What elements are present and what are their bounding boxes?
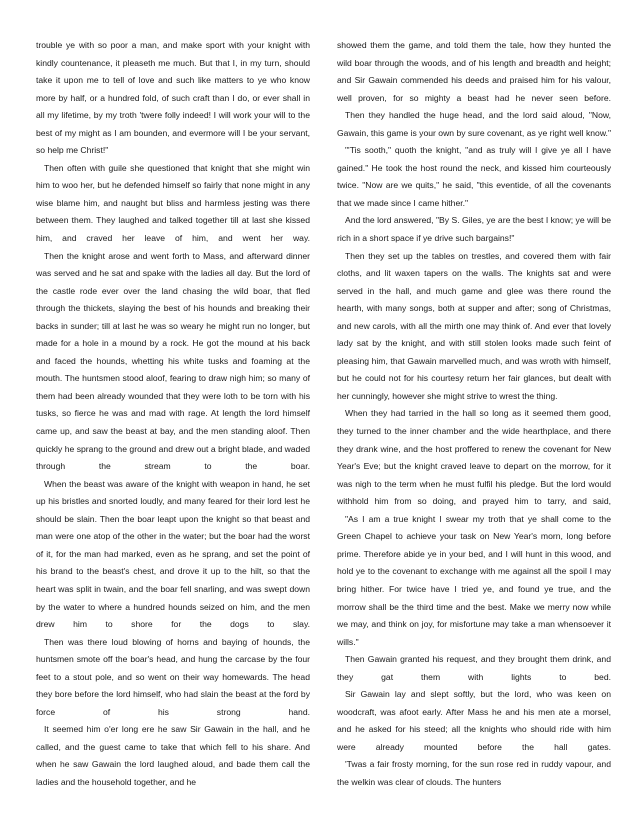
left-text-column [36,37,310,792]
paragraph: "As I am a true knight I swear my troth that ye shall come to the Green Chapel to achieve your task on New Year's morn, long before prime. Therefore abide ye in your bed, and I will hunt in this wood, and hold ye to the covenant to exchange with me against all the spoil I may bring hither. For twice have I tried ye, and found ye true, and the morrow shall be the third time and the best. Make we merry now while we may, and think on joy, for misfortune may take a man whensoever it wills." [337,513,611,647]
paragraph: When they had tarried in the hall so long as it seemed them good, they turned to the inner chamber and the wide hearthplace, and there they drank wine, and the host proffered to renew the covenant for New Year's Eve; but the knight craved leave to depart on the morrow, for it was nigh to the term when he must fulfil his pledge. But the lord would withhold him from so doing, and prayed him to tarry, and said, [337,408,611,507]
paragraph: Then the knight arose and went forth to Mass, and afterward dinner was served and he sat and spake with the ladies all day. But the lord of the castle rode ever over the land chasing the wild boar, that fled through the thickets, slaying the best of his hounds and breaking their backs in sunder; till at last he was so weary he might run no longer, but made for a hole in a mound by a rock. He got the mound at his back and faced the hounds, whetting his white tusks and foaming at the mouth. The huntsmen stood aloof, fearing to draw nigh him; so many of them had been already wounded that they were loth to be torn with his tusks, so fierce he was and mad with rage. At length the lord himself came up, and saw the beast at bay, and the men standing aloof. Then quickly he sprang to the ground and drew out a bright blade, and waded through the stream to the boar. [36,250,310,472]
paragraph: And the lord answered, "By S. Giles, ye are the best I know; ye will be rich in a short space if ye drive such bargains!" [337,215,611,244]
paragraph: Sir Gawain lay and slept softly, but the lord, who was keen on woodcraft, was afoot early. After Mass he and his men ate a morsel, and he asked for his steed; all the knights who should ride with him were already mounted before the hall gates. [337,689,611,752]
paragraph: Then they set up the tables on trestles, and covered them with fair cloths, and lit waxen tapers on the walls. The knights sat and were served in the hall, and much game and glee was there round the hearth, with many songs, both at supper and after; song of Christmas, and new carols, with all the mirth one may think of. And ever that lovely lady sat by the knight, and with still stolen looks made such feint of pleasing him, that Gawain marvelled much, and was wroth with himself, but he could not for his courtesy return her fair glances, but dealt with her cunningly, however she might strive to wrest the thing. [337,250,611,401]
paragraph: "'Tis sooth," quoth the knight, "and as truly will I give ye all I have gained." He took the host round the neck, and kissed him courteously twice. "Now are we quits," he said, "this eventide, of all the covenants that we made since I came hither." [337,145,611,208]
paragraph: It seemed him o'er long ere he saw Sir Gawain in the hall, and he called, and the guest came to take that which fell to his share. And when he saw Gawain the lord laughed aloud, and bade them call the ladies and the household together, and he [36,724,310,787]
paragraph: Then they handled the huge head, and the lord said aloud, "Now, Gawain, this game is your own by sure covenant, as ye right well know." [337,110,611,138]
paragraph: Then was there loud blowing of horns and baying of hounds, the huntsmen smote off the boar's head, and hung the carcase by the four feet to a stout pole, and so went on their way homewards. The head they bore before the lord himself, who had slain the beast at the ford by force of his strong hand. [36,636,310,717]
paragraph: Then Gawain granted his request, and they brought them drink, and they gat them with lights to bed. [337,654,611,682]
paragraph: trouble ye with so poor a man, and make sport with your knight with kindly countenance, it pleaseth me much. But that I, in my turn, should take it upon me to tell of love and such like matters to ye who know more by half, or a hundred fold, of such craft than I do, or ever shall in all my lifetime, by my troth 'twere folly indeed! I will work your will to the best of my might as I am bounden, and evermore will I be your servant, so help me Christ!" [36,40,310,156]
paragraph: showed them the game, and told them the tale, how they hunted the wild boar through the woods, and of his length and breadth and height; and Sir Gawain commended his deeds and praised him for his valour, well proven, for so mighty a beast had he never seen before. [337,40,611,103]
right-text-column [337,37,611,792]
paragraph: 'Twas a fair frosty morning, for the sun rose red in ruddy vapour, and the welkin was clear of clouds. The hunters [337,759,611,787]
paragraph: Then often with guile she questioned that knight that she might win him to woo her, but he defended himself so fairly that none might in any wise blame him, and naught but bliss and harmless jesting was there between them. They laughed and talked together till at last she kissed him, and craved her leave of him, and went her way. [36,162,310,244]
paragraph: When the beast was aware of the knight with weapon in hand, he set up his bristles and snorted loudly, and many feared for their lord lest he should be slain. Then the boar leapt upon the knight so that beast and man were one atop of the other in the water; but the boar had the worst of it, for the man had marked, even as he sprang, and set the point of his brand to the beast's chest, and drove it up to the hilt, so that the heart was split in twain, and the boar fell snarling, and was swept down by the water to where a hundred hounds seized on him, and the men drew him to shore for the dogs to slay. [36,478,310,630]
